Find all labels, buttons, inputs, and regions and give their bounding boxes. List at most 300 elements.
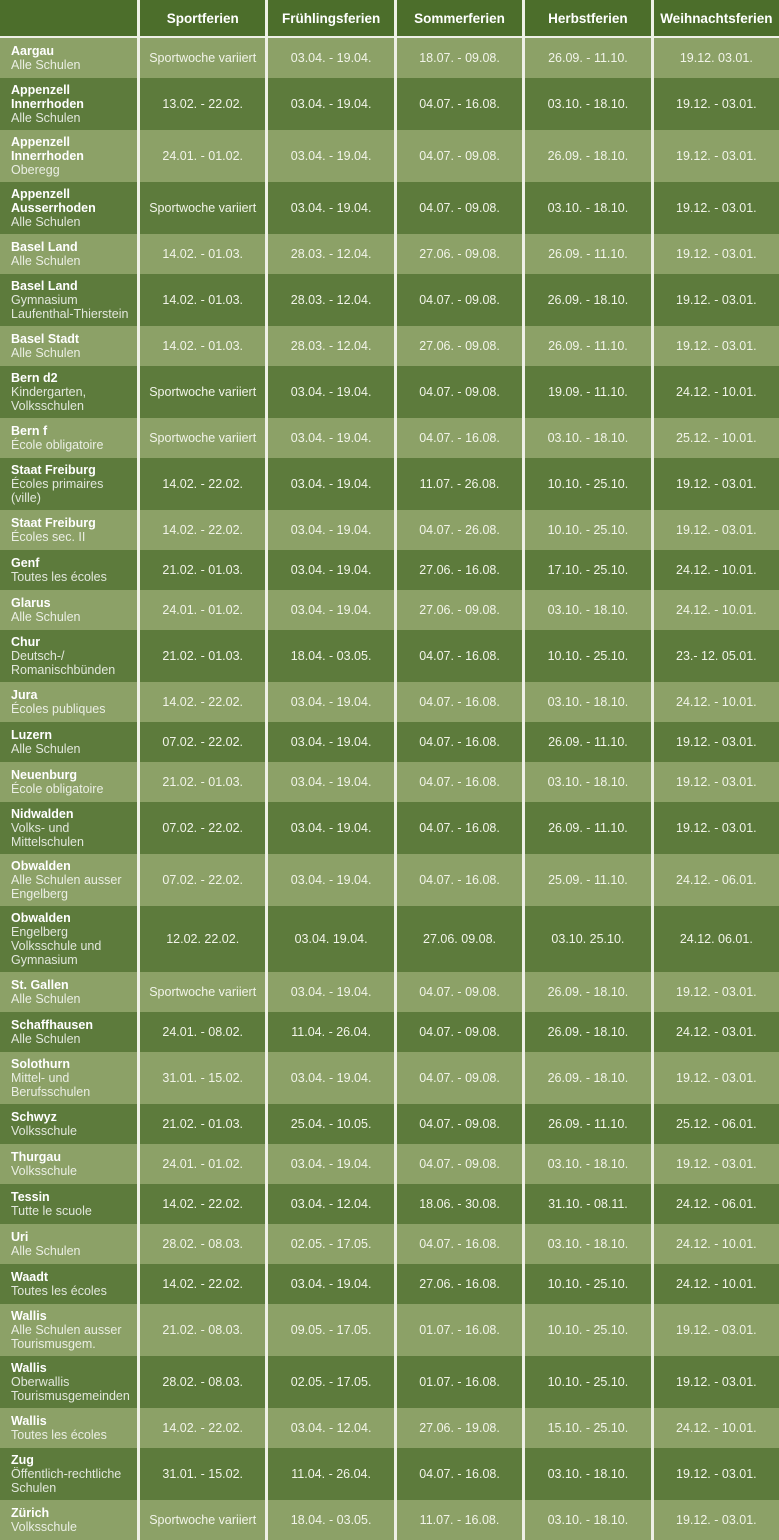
holiday-date-cell [522, 1052, 650, 1104]
holiday-date-cell [522, 1184, 650, 1224]
holiday-date-cell [394, 1304, 522, 1356]
holiday-date-text: 03.04. - 19.04. [290, 523, 372, 537]
holiday-date-cell [394, 1052, 522, 1104]
holiday-date-text: 03.04. - 19.04. [290, 821, 372, 835]
holiday-date-text: 26.09. - 11.10. [548, 339, 628, 353]
holiday-date-text: 26.09. - 11.10. [548, 51, 628, 65]
holiday-date-cell [651, 418, 779, 458]
holiday-date-text: 03.04. - 12.04. [290, 1421, 372, 1435]
table-row [0, 78, 779, 130]
holiday-date-cell [394, 682, 522, 722]
holiday-date-text: 23.- 12. 05.01. [676, 649, 757, 663]
holiday-date-cell [522, 630, 650, 682]
canton-name: Staat Freiburg [11, 463, 96, 477]
canton-cell [0, 550, 137, 590]
holiday-date-text: 04.07. - 09.08. [419, 985, 500, 999]
holiday-date-cell [522, 1356, 650, 1408]
holiday-date-text: 19.12. - 03.01. [676, 1467, 757, 1481]
holiday-date-text: 24.12. - 10.01. [676, 1421, 757, 1435]
canton-sublabel: Kindergarten, Volksschulen [11, 385, 87, 413]
holiday-date-cell [394, 510, 522, 550]
holiday-date-text: 03.04. - 19.04. [290, 201, 372, 215]
holiday-date-text: 18.06. - 30.08. [419, 1197, 500, 1211]
holiday-date-cell [137, 1052, 265, 1104]
holiday-date-text: 04.07. - 09.08. [419, 1117, 500, 1131]
holiday-date-cell [137, 630, 265, 682]
holiday-date-text: 27.06. - 09.08. [419, 339, 500, 353]
canton-name: Neuenburg [11, 768, 77, 782]
holiday-date-text: 03.04. - 19.04. [290, 985, 372, 999]
holiday-date-cell [651, 1408, 779, 1448]
column-header-label: Weihnachtsferien [660, 10, 773, 26]
holiday-date-cell [394, 1012, 522, 1052]
holiday-date-text: 19.12. - 03.01. [676, 97, 757, 111]
holiday-date-text: 26.09. - 11.10. [548, 821, 628, 835]
holiday-date-cell [394, 1500, 522, 1540]
canton-name: Bern f [11, 424, 48, 438]
canton-cell [0, 182, 137, 234]
holiday-date-cell [137, 1304, 265, 1356]
holiday-date-cell [651, 366, 779, 418]
holiday-date-text: 26.09. - 18.10. [547, 1025, 629, 1039]
table-row [0, 510, 779, 550]
canton-sublabel: Toutes les écoles [11, 570, 107, 584]
holiday-date-text: 19.12. - 03.01. [676, 201, 757, 215]
column-header-label: Sommerferien [414, 10, 505, 26]
holiday-date-cell [265, 38, 393, 78]
holiday-date-text: 03.04. - 19.04. [290, 695, 372, 709]
holiday-date-text: 28.02. - 08.03. [162, 1375, 244, 1389]
holiday-date-text: 10.10. - 25.10. [547, 1277, 629, 1291]
holiday-date-text: 03.04. - 19.04. [290, 735, 372, 749]
canton-cell [0, 906, 137, 972]
holiday-date-cell [265, 550, 393, 590]
canton-sublabel: Alle Schulen [11, 58, 81, 72]
holiday-date-cell [651, 722, 779, 762]
holiday-date-cell [394, 366, 522, 418]
holiday-date-text: 25.12. - 10.01. [676, 431, 757, 445]
table-row [0, 418, 779, 458]
holiday-date-cell [651, 274, 779, 326]
canton-name: St. Gallen [11, 978, 69, 992]
canton-sublabel: Alle Schulen [11, 111, 81, 125]
table-row [0, 906, 779, 972]
holiday-date-cell [265, 1224, 393, 1264]
table-row [0, 972, 779, 1012]
holiday-date-text: 10.10. - 25.10. [547, 477, 629, 491]
canton-sublabel: Oberwallis Tourismusgemeinden [11, 1375, 130, 1403]
canton-sublabel: Mittel- und Berufsschulen [11, 1071, 91, 1099]
holiday-date-text: 21.02. - 08.03. [162, 1323, 244, 1337]
holiday-date-cell [265, 802, 393, 854]
table-row [0, 366, 779, 418]
holiday-date-text: 04.07. - 09.08. [419, 293, 500, 307]
holiday-date-text: 21.02. - 01.03. [162, 649, 244, 663]
holiday-date-text: 14.02. - 22.02. [162, 1277, 244, 1291]
holiday-date-text: 04.07. - 09.08. [419, 1025, 500, 1039]
holiday-date-cell [394, 326, 522, 366]
holiday-date-cell [265, 510, 393, 550]
holiday-date-text: 19.12. - 03.01. [676, 149, 757, 163]
holiday-date-cell [265, 1500, 393, 1540]
holiday-date-cell [651, 1052, 779, 1104]
holiday-date-text: 19.12. - 03.01. [676, 247, 757, 261]
holiday-date-cell [522, 418, 650, 458]
holiday-date-cell [651, 972, 779, 1012]
holiday-date-text: 24.01. - 08.02. [162, 1025, 244, 1039]
holiday-date-cell [137, 418, 265, 458]
holiday-date-cell [265, 1304, 393, 1356]
holiday-date-text: 03.04. - 19.04. [290, 431, 372, 445]
holiday-date-cell [137, 972, 265, 1012]
holiday-date-cell [265, 906, 393, 972]
holiday-date-text: 04.07. - 16.08. [419, 873, 500, 887]
holiday-date-text: 03.04. - 19.04. [290, 563, 372, 577]
holiday-date-text: Sportwoche variiert [149, 1513, 257, 1527]
holiday-date-cell [522, 1104, 650, 1144]
holiday-date-text: 25.04. - 10.05. [290, 1117, 372, 1131]
holiday-date-text: 19.12. - 03.01. [676, 477, 757, 491]
canton-name: Genf [11, 556, 40, 570]
holiday-date-cell [522, 854, 650, 906]
holiday-date-cell [522, 1144, 650, 1184]
holiday-date-cell [137, 1356, 265, 1408]
holiday-date-cell [522, 1264, 650, 1304]
holiday-date-text: 26.09. - 11.10. [548, 1117, 628, 1131]
holiday-date-text: 26.09. - 11.10. [548, 247, 628, 261]
holiday-date-text: 26.09. - 11.10. [548, 735, 628, 749]
holiday-date-cell [137, 78, 265, 130]
canton-sublabel: Öffentlich-rechtliche Schulen [11, 1467, 122, 1495]
holiday-date-text: 03.10. - 18.10. [547, 1513, 629, 1527]
holiday-date-cell [651, 1264, 779, 1304]
canton-name: Chur [11, 635, 41, 649]
holiday-date-text: Sportwoche variiert [149, 985, 257, 999]
canton-cell [0, 972, 137, 1012]
holiday-date-cell [394, 1224, 522, 1264]
holiday-date-cell [394, 1144, 522, 1184]
canton-name: Wallis [11, 1309, 47, 1323]
holiday-date-text: 04.07. - 16.08. [419, 695, 500, 709]
canton-sublabel: Toutes les écoles [11, 1428, 107, 1442]
canton-name: Wallis [11, 1414, 47, 1428]
holiday-date-text: 04.07. - 09.08. [419, 149, 500, 163]
holiday-date-cell [522, 550, 650, 590]
holiday-date-cell [651, 802, 779, 854]
holiday-date-cell [651, 1104, 779, 1144]
holiday-date-text: 24.12. - 10.01. [676, 385, 757, 399]
holiday-date-text: 02.05. - 17.05. [290, 1237, 372, 1251]
holiday-date-cell [394, 1356, 522, 1408]
header-cell-2 [394, 0, 522, 36]
table-row [0, 762, 779, 802]
holiday-date-text: 19.12. - 03.01. [676, 293, 757, 307]
canton-name: Staat Freiburg [11, 516, 96, 530]
holiday-date-text: 19.09. - 11.10. [548, 385, 628, 399]
holiday-date-cell [265, 972, 393, 1012]
holiday-date-text: 24.01. - 01.02. [162, 1157, 244, 1171]
holiday-date-cell [265, 1264, 393, 1304]
holiday-date-cell [651, 906, 779, 972]
holiday-date-cell [394, 274, 522, 326]
canton-name: Basel Land [11, 279, 78, 293]
holiday-date-text: 03.04. - 19.04. [290, 149, 372, 163]
holiday-date-text: 04.07. - 26.08. [419, 523, 500, 537]
holiday-date-text: 07.02. - 22.02. [162, 873, 244, 887]
holiday-date-text: 19.12. - 03.01. [676, 735, 757, 749]
holiday-date-text: 04.07. - 16.08. [419, 97, 500, 111]
holiday-date-text: 24.01. - 01.02. [162, 603, 244, 617]
holiday-date-cell [265, 1448, 393, 1500]
holiday-date-text: 04.07. - 09.08. [419, 385, 500, 399]
holiday-date-text: 24.12. - 10.01. [676, 563, 757, 577]
holiday-date-cell [394, 1184, 522, 1224]
canton-name: Nidwalden [11, 807, 74, 821]
holiday-date-text: 14.02. - 22.02. [162, 1197, 244, 1211]
holiday-date-cell [137, 682, 265, 722]
canton-name: Zürich [11, 1506, 50, 1520]
holiday-date-text: 19.12. - 03.01. [676, 1375, 757, 1389]
table-row [0, 1052, 779, 1104]
holiday-date-text: 27.06. - 09.08. [419, 247, 500, 261]
holiday-date-cell [137, 326, 265, 366]
holiday-date-cell [265, 1052, 393, 1104]
holiday-date-cell [137, 1012, 265, 1052]
holiday-date-cell [394, 38, 522, 78]
holiday-date-text: 31.10. - 08.11. [548, 1197, 628, 1211]
holiday-date-text: Sportwoche variiert [149, 431, 257, 445]
column-header-label: Frühlingsferien [281, 10, 381, 26]
holiday-date-cell [137, 1408, 265, 1448]
canton-sublabel: Alle Schulen [11, 215, 81, 229]
holiday-date-text: 27.06. - 16.08. [419, 563, 500, 577]
canton-cell [0, 1052, 137, 1104]
holiday-date-text: 03.04. - 12.04. [290, 1197, 372, 1211]
holiday-date-text: 25.09. - 11.10. [548, 873, 628, 887]
holiday-date-text: 26.09. - 18.10. [547, 149, 629, 163]
holiday-date-text: 27.06. - 16.08. [419, 1277, 500, 1291]
holiday-date-cell [522, 458, 650, 510]
holiday-date-cell [651, 590, 779, 630]
holiday-date-cell [394, 722, 522, 762]
holiday-date-cell [265, 1356, 393, 1408]
canton-cell [0, 682, 137, 722]
holiday-date-cell [522, 802, 650, 854]
holiday-date-text: 01.07. - 16.08. [419, 1323, 500, 1337]
holiday-date-cell [522, 1500, 650, 1540]
holiday-date-cell [522, 590, 650, 630]
holiday-date-text: 03.04. - 19.04. [290, 603, 372, 617]
table-row [0, 1144, 779, 1184]
holiday-date-cell [651, 510, 779, 550]
holiday-date-text: 04.07. - 16.08. [419, 775, 500, 789]
canton-sublabel: Volks- und Mittelschulen [11, 821, 84, 849]
holiday-date-cell [137, 1144, 265, 1184]
canton-cell [0, 1500, 137, 1540]
holiday-date-cell [265, 1408, 393, 1448]
holiday-date-text: 11.04. - 26.04. [291, 1025, 371, 1039]
canton-cell [0, 762, 137, 802]
canton-cell [0, 1304, 137, 1356]
holiday-date-text: 10.10. - 25.10. [547, 649, 629, 663]
canton-sublabel: Deutsch-/ Romanischbünden [11, 649, 116, 677]
holiday-date-cell [651, 182, 779, 234]
canton-name: Solothurn [11, 1057, 71, 1071]
holiday-date-cell [394, 590, 522, 630]
holiday-date-text: 24.12. - 10.01. [676, 1237, 757, 1251]
holiday-date-cell [265, 1144, 393, 1184]
canton-name: Basel Land [11, 240, 78, 254]
holiday-date-text: 28.03. - 12.04. [290, 247, 372, 261]
table-row [0, 326, 779, 366]
holiday-date-text: 24.12. - 03.01. [676, 1025, 757, 1039]
holiday-date-cell [394, 130, 522, 182]
holiday-date-text: 10.10. - 25.10. [547, 523, 629, 537]
table-row [0, 550, 779, 590]
holiday-date-cell [265, 418, 393, 458]
holiday-date-text: 03.04. - 19.04. [290, 873, 372, 887]
holiday-date-text: 13.02. - 22.02. [162, 97, 244, 111]
table-row [0, 854, 779, 906]
holiday-date-cell [394, 906, 522, 972]
holiday-date-cell [394, 1264, 522, 1304]
holiday-date-cell [651, 1448, 779, 1500]
holiday-date-text: 15.10. - 25.10. [547, 1421, 629, 1435]
holiday-date-text: 24.12. - 10.01. [676, 603, 757, 617]
table-row [0, 1408, 779, 1448]
holiday-date-cell [651, 682, 779, 722]
holiday-date-cell [394, 182, 522, 234]
holiday-date-text: 24.12. - 06.01. [676, 1197, 757, 1211]
holiday-date-text: 01.07. - 16.08. [419, 1375, 500, 1389]
holiday-date-text: 14.02. - 22.02. [162, 695, 244, 709]
holiday-date-cell [137, 1264, 265, 1304]
holiday-date-cell [265, 234, 393, 274]
table-row [0, 38, 779, 78]
canton-sublabel: Oberegg [11, 163, 60, 177]
canton-name: Appenzell Ausserrhoden [11, 187, 96, 215]
holiday-date-cell [394, 1448, 522, 1500]
holiday-date-cell [137, 182, 265, 234]
header-cell-1 [265, 0, 393, 36]
holiday-date-cell [522, 234, 650, 274]
table-row [0, 1356, 779, 1408]
holiday-date-text: Sportwoche variiert [149, 201, 257, 215]
canton-cell [0, 590, 137, 630]
canton-cell [0, 234, 137, 274]
holiday-date-cell [265, 458, 393, 510]
holiday-date-cell [651, 1500, 779, 1540]
canton-name: Glarus [11, 596, 51, 610]
canton-sublabel: Alle Schulen [11, 610, 81, 624]
canton-sublabel: Écoles primaires (ville) [11, 477, 104, 505]
holiday-date-cell [522, 972, 650, 1012]
canton-cell [0, 1448, 137, 1500]
holiday-date-cell [265, 130, 393, 182]
holiday-date-text: 03.04. - 19.04. [290, 51, 372, 65]
holiday-date-text: 26.09. - 18.10. [547, 1071, 629, 1085]
canton-sublabel: Alle Schulen [11, 742, 81, 756]
holiday-date-text: 18.07. - 09.08. [419, 51, 500, 65]
holiday-date-text: 19.12. - 03.01. [676, 1157, 757, 1171]
holiday-date-cell [265, 1104, 393, 1144]
holiday-date-text: 03.10. - 18.10. [547, 1467, 629, 1481]
canton-name: Basel Stadt [11, 332, 80, 346]
canton-cell [0, 1012, 137, 1052]
holiday-date-cell [651, 38, 779, 78]
holiday-date-text: 24.12. - 10.01. [676, 1277, 757, 1291]
holiday-date-cell [522, 38, 650, 78]
holiday-date-cell [394, 972, 522, 1012]
canton-sublabel: Alle Schulen ausser Engelberg [11, 873, 122, 901]
canton-sublabel: Alle Schulen [11, 1032, 81, 1046]
table-row [0, 130, 779, 182]
holiday-date-text: 03.04. - 19.04. [290, 97, 372, 111]
holiday-date-text: 09.05. - 17.05. [290, 1323, 372, 1337]
holiday-date-text: 21.02. - 01.03. [162, 775, 244, 789]
holiday-date-text: 18.04. - 03.05. [290, 649, 372, 663]
canton-name: Tessin [11, 1190, 50, 1204]
canton-cell [0, 1264, 137, 1304]
header-cell-4 [651, 0, 779, 36]
holiday-date-cell [137, 1104, 265, 1144]
holiday-date-cell [522, 682, 650, 722]
table-row [0, 722, 779, 762]
canton-sublabel: Toutes les écoles [11, 1284, 107, 1298]
holiday-date-text: 03.10. - 18.10. [547, 97, 629, 111]
holiday-date-cell [394, 762, 522, 802]
holiday-date-cell [394, 78, 522, 130]
holiday-date-text: 18.04. - 03.05. [290, 1513, 372, 1527]
table-row [0, 1448, 779, 1500]
holiday-date-cell [651, 1184, 779, 1224]
canton-name: Zug [11, 1453, 34, 1467]
holiday-date-text: 07.02. - 22.02. [162, 735, 244, 749]
holiday-date-cell [651, 1144, 779, 1184]
holiday-date-cell [522, 78, 650, 130]
holiday-date-cell [137, 762, 265, 802]
holiday-date-cell [265, 762, 393, 802]
holiday-date-text: 04.07. - 16.08. [419, 735, 500, 749]
holiday-date-text: 03.10. - 18.10. [547, 775, 629, 789]
holiday-date-cell [651, 458, 779, 510]
canton-cell [0, 326, 137, 366]
holiday-date-cell [651, 1224, 779, 1264]
holiday-date-text: 24.12. - 06.01. [676, 873, 757, 887]
holiday-date-cell [137, 1500, 265, 1540]
holiday-date-text: 14.02. - 01.03. [162, 247, 244, 261]
table-header-row [0, 0, 779, 38]
holiday-date-text: 03.10. 25.10. [551, 932, 625, 946]
holiday-date-cell [522, 274, 650, 326]
holiday-date-text: 04.07. - 09.08. [419, 1071, 500, 1085]
holiday-date-text: 02.05. - 17.05. [290, 1375, 372, 1389]
holiday-date-cell [137, 1224, 265, 1264]
holiday-date-cell [265, 630, 393, 682]
holiday-date-text: 04.07. - 16.08. [419, 1237, 500, 1251]
holiday-date-cell [522, 1448, 650, 1500]
holiday-date-text: 24.12. 06.01. [679, 932, 753, 946]
holiday-date-text: 03.10. - 18.10. [547, 201, 629, 215]
holiday-date-text: 03.04. - 19.04. [290, 385, 372, 399]
canton-sublabel: Volksschule [11, 1520, 78, 1534]
holiday-date-text: 26.09. - 18.10. [547, 985, 629, 999]
canton-cell [0, 630, 137, 682]
holiday-date-text: 03.04. - 19.04. [290, 1071, 372, 1085]
canton-sublabel: Volksschule [11, 1164, 78, 1178]
holiday-date-cell [651, 854, 779, 906]
holiday-date-cell [137, 510, 265, 550]
